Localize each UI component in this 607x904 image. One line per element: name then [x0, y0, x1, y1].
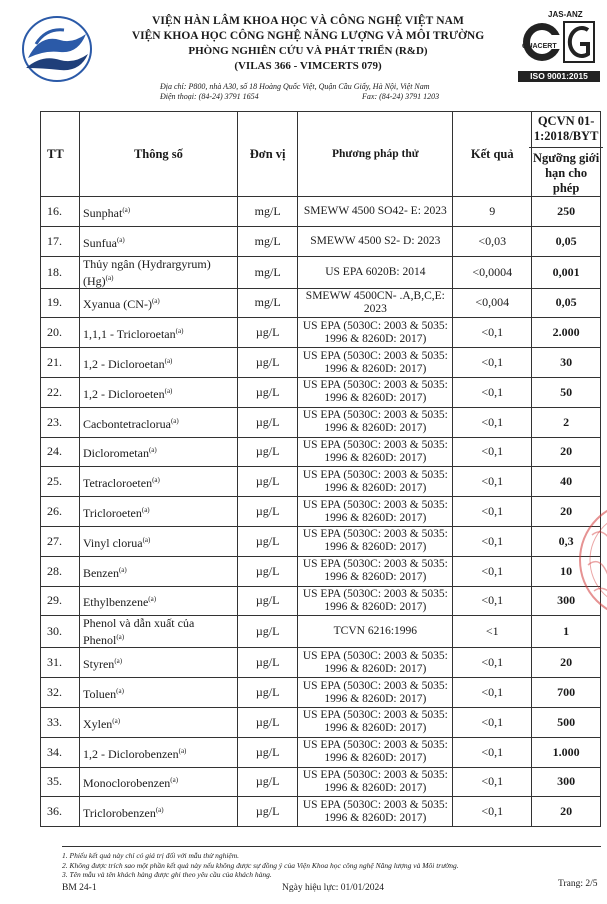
row-tt: 23.: [41, 407, 80, 437]
table-row: [41, 497, 601, 527]
row-method: US EPA (5030C: 2003 & 5035: 1996 & 8260D: 2017): [298, 737, 453, 767]
row-limit: 2.000: [532, 318, 601, 348]
parameter-name: Tetracloroeten: [82, 476, 153, 491]
table-row: [41, 707, 601, 737]
accreditation-mark: (a): [148, 595, 157, 604]
row-parameter: [79, 197, 237, 227]
row-result: <0,1: [453, 348, 532, 378]
row-method: US EPA (5030C: 2003 & 5035: 1996 & 8260D: 2017): [298, 407, 453, 437]
table-row: [41, 407, 601, 437]
note-3: 3. Tên mẫu và tên khách hàng được ghi theo yêu cầu của khách hàng.: [62, 870, 272, 879]
accreditation-mark: (a): [164, 386, 173, 395]
table-header-row: [41, 112, 601, 197]
row-result: 9: [453, 197, 532, 227]
row-method: US EPA (5030C: 2003 & 5035: 1996 & 8260D: 2017): [298, 586, 453, 616]
row-tt: 31.: [41, 648, 80, 678]
parameter-name: Ethylbenzene: [82, 595, 149, 610]
row-limit: 30: [532, 348, 601, 378]
accreditation-mark: (a): [141, 506, 150, 515]
table-row: [41, 318, 601, 348]
parameter-name: Monoclorobenzen: [82, 776, 171, 791]
row-limit: 500: [532, 707, 601, 737]
row-tt: 30.: [41, 616, 80, 648]
row-parameter: [79, 526, 237, 556]
row-unit: µg/L: [237, 737, 298, 767]
row-result: <1: [453, 616, 532, 648]
row-tt: 29.: [41, 586, 80, 616]
parameter-name: Sunfua: [82, 235, 117, 250]
page-number: Trang: 2/5: [558, 879, 598, 889]
row-unit: µg/L: [237, 707, 298, 737]
row-tt: 35.: [41, 767, 80, 797]
row-result: <0,1: [453, 318, 532, 348]
row-tt: 24.: [41, 437, 80, 467]
accreditation-mark: (a): [142, 535, 151, 544]
row-result: <0,1: [453, 497, 532, 527]
parameter-name: Styren: [82, 657, 115, 672]
row-unit: µg/L: [237, 648, 298, 678]
header-method: Phương pháp thử: [298, 112, 453, 197]
accreditation-mark: (a): [151, 297, 160, 306]
row-method: US EPA (5030C: 2003 & 5035: 1996 & 8260D: 2017): [298, 318, 453, 348]
table-row: [41, 288, 601, 318]
institute-name: VIỆN KHOA HỌC CÔNG NGHỆ NĂNG LƯỢNG VÀ MÔI TRƯỜNG: [131, 30, 485, 42]
parameter-name: Thủy ngân (Hydrargyrum) (Hg): [82, 256, 211, 288]
row-parameter: [79, 467, 237, 497]
table-row: [41, 556, 601, 586]
accreditation-mark: (a): [155, 806, 164, 815]
parameter-name: Triclorobenzen: [82, 806, 156, 821]
row-tt: 20.: [41, 318, 80, 348]
parameter-name: 1,2 - Diclorobenzen: [82, 746, 179, 761]
row-limit: 300: [532, 767, 601, 797]
row-limit: 20: [532, 797, 601, 827]
row-limit: 20: [532, 648, 601, 678]
row-parameter: [79, 407, 237, 437]
row-limit: 1: [532, 616, 601, 648]
fax: Fax: (84-24) 3791 1203: [362, 92, 440, 101]
row-method: US EPA (5030C: 2003 & 5035: 1996 & 8260D: 2017): [298, 467, 453, 497]
row-unit: µg/L: [237, 407, 298, 437]
parameter-name: Cacbontetraclorua: [82, 416, 171, 431]
quacert-text: QUACERT: [522, 43, 557, 50]
parameter-name: Xylen: [82, 716, 113, 731]
row-tt: 21.: [41, 348, 80, 378]
table-row: [41, 437, 601, 467]
row-parameter: [79, 648, 237, 678]
address: Địa chỉ: P800, nhà A30, số 18 Hoàng Quốc Việt, Quận Cầu Giấy, Hà Nội, Việt Nam: [160, 82, 430, 91]
parameter-name: Vinyl clorua: [82, 535, 143, 550]
row-method: SMEWW 4500 S2- D: 2023: [298, 226, 453, 256]
note-1: 1. Phiếu kết quả này chỉ có giá trị đối với mẫu thử nghiệm.: [62, 851, 240, 860]
iso-badge: ISO 9001:2015: [518, 71, 600, 82]
parameter-name: Phenol và dẫn xuất của Phenol: [82, 616, 195, 648]
row-unit: µg/L: [237, 526, 298, 556]
phone: Điện thoại: (84-24) 3791 1654: [160, 92, 259, 101]
footer-notes: [62, 851, 459, 880]
row-tt: 36.: [41, 797, 80, 827]
note-2: 2. Không được trích sao một phần kết quả này nếu không được sự đồng ý của Viện Khoa học công nghệ Năng lượng và Môi trường.: [62, 860, 459, 870]
row-result: <0,1: [453, 526, 532, 556]
row-limit: 0,3: [532, 526, 601, 556]
row-result: <0,1: [453, 737, 532, 767]
row-unit: µg/L: [237, 467, 298, 497]
row-parameter: [79, 707, 237, 737]
row-result: <0,004: [453, 288, 532, 318]
row-unit: µg/L: [237, 797, 298, 827]
accreditation-mark: (a): [170, 416, 179, 425]
table-row: [41, 797, 601, 827]
row-limit: 0,05: [532, 226, 601, 256]
qcvn-code: QCVN 01-1:2018/BYT: [529, 112, 603, 148]
row-limit: 10: [532, 556, 601, 586]
row-method: TCVN 6216:1996: [298, 616, 453, 648]
accreditation-mark: (a): [122, 205, 131, 214]
row-parameter: [79, 678, 237, 708]
row-result: <0,1: [453, 556, 532, 586]
table-row: [41, 197, 601, 227]
parameter-name: Benzen: [82, 565, 119, 580]
row-method: US EPA (5030C: 2003 & 5035: 1996 & 8260D: 2017): [298, 797, 453, 827]
row-unit: µg/L: [237, 767, 298, 797]
row-unit: µg/L: [237, 348, 298, 378]
row-limit: 1.000: [532, 737, 601, 767]
row-result: <0,1: [453, 586, 532, 616]
table-row: [41, 348, 601, 378]
row-limit: 250: [532, 197, 601, 227]
row-method: US EPA (5030C: 2003 & 5035: 1996 & 8260D: 2017): [298, 678, 453, 708]
table-row: [41, 737, 601, 767]
parameter-name: 1,1,1 - Tricloroetan: [82, 327, 176, 342]
parameter-name: Diclorometan: [82, 446, 149, 461]
table-row: [41, 648, 601, 678]
form-code: BM 24-1: [62, 883, 97, 893]
table-row: [41, 616, 601, 648]
row-method: US EPA (5030C: 2003 & 5035: 1996 & 8260D: 2017): [298, 497, 453, 527]
academy-name: VIỆN HÀN LÂM KHOA HỌC VÀ CÔNG NGHỆ VIỆT NAM: [152, 15, 464, 27]
footer-divider: [62, 846, 601, 847]
row-parameter: [79, 767, 237, 797]
table-row: [41, 586, 601, 616]
row-result: <0,1: [453, 678, 532, 708]
row-unit: mg/L: [237, 226, 298, 256]
row-parameter: [79, 348, 237, 378]
row-parameter: [79, 556, 237, 586]
row-result: <0,1: [453, 767, 532, 797]
row-tt: 27.: [41, 526, 80, 556]
row-method: US EPA (5030C: 2003 & 5035: 1996 & 8260D: 2017): [298, 767, 453, 797]
row-parameter: [79, 797, 237, 827]
parameter-name: Sunphat: [82, 205, 123, 220]
row-unit: µg/L: [237, 556, 298, 586]
header-tt: TT: [41, 112, 80, 197]
letterhead: [96, 14, 520, 74]
accreditation-mark: (a): [114, 657, 123, 666]
row-parameter: [79, 226, 237, 256]
accreditation-mark: (a): [164, 357, 173, 366]
row-unit: µg/L: [237, 497, 298, 527]
row-tt: 18.: [41, 256, 80, 288]
department-name: PHÒNG NGHIÊN CỨU VÀ PHÁT TRIỂN (R&D): [188, 45, 428, 57]
table-row: [41, 226, 601, 256]
effective-date: Ngày hiệu lực: 01/01/2024: [282, 883, 384, 893]
institute-logo: [20, 14, 94, 84]
row-parameter: [79, 497, 237, 527]
row-unit: µg/L: [237, 377, 298, 407]
row-method: US EPA (5030C: 2003 & 5035: 1996 & 8260D: 2017): [298, 648, 453, 678]
row-tt: 28.: [41, 556, 80, 586]
accreditation-mark: (a): [152, 476, 160, 485]
results-table: [40, 111, 601, 827]
accreditation-mark: (a): [118, 565, 127, 574]
table-row: [41, 767, 601, 797]
header-unit: Đơn vị: [237, 112, 298, 197]
row-result: <0,1: [453, 467, 532, 497]
row-method: US EPA (5030C: 2003 & 5035: 1996 & 8260D: 2017): [298, 707, 453, 737]
row-method: US EPA (5030C: 2003 & 5035: 1996 & 8260D: 2017): [298, 526, 453, 556]
accreditation-mark: (a): [116, 235, 125, 244]
row-tt: 33.: [41, 707, 80, 737]
table-body: [41, 197, 601, 827]
row-unit: mg/L: [237, 197, 298, 227]
row-result: <0,03: [453, 226, 532, 256]
header-result: Kết quả: [453, 112, 532, 197]
row-method: US EPA (5030C: 2003 & 5035: 1996 & 8260D: 2017): [298, 348, 453, 378]
row-unit: µg/L: [237, 678, 298, 708]
row-result: <0,1: [453, 648, 532, 678]
accreditation-codes: (VILAS 366 - VIMCERTS 079): [234, 60, 382, 72]
row-limit: 0,05: [532, 288, 601, 318]
parameter-name: Xyanua (CN-): [82, 297, 152, 312]
parameter-name: 1,2 - Dicloroetan: [82, 357, 165, 372]
row-parameter: [79, 437, 237, 467]
row-unit: µg/L: [237, 616, 298, 648]
accreditation-mark: (a): [112, 716, 121, 725]
row-tt: 34.: [41, 737, 80, 767]
row-parameter: [79, 288, 237, 318]
row-tt: 26.: [41, 497, 80, 527]
parameter-name: Tricloroeten: [82, 506, 142, 521]
row-tt: 25.: [41, 467, 80, 497]
row-result: <0,0004: [453, 256, 532, 288]
row-result: <0,1: [453, 797, 532, 827]
row-limit: 700: [532, 678, 601, 708]
table-row: [41, 256, 601, 288]
row-parameter: [79, 256, 237, 288]
row-parameter: [79, 616, 237, 648]
row-limit: 300: [532, 586, 601, 616]
accreditation-mark: (a): [178, 746, 187, 755]
row-unit: mg/L: [237, 288, 298, 318]
row-parameter: [79, 737, 237, 767]
stamp-seal: [574, 495, 607, 625]
row-method: SMEWW 4500 SO42- E: 2023: [298, 197, 453, 227]
row-unit: µg/L: [237, 437, 298, 467]
table-row: [41, 526, 601, 556]
parameter-name: 1,2 - Dicloroeten: [82, 386, 165, 401]
accreditation-mark: (a): [148, 446, 157, 455]
accreditation-mark: (a): [175, 327, 184, 336]
accreditation-mark: (a): [170, 776, 179, 785]
header-parameter: Thông số: [79, 112, 237, 197]
row-limit: 20: [532, 437, 601, 467]
row-method: SMEWW 4500CN- .A,B,C,E: 2023: [298, 288, 453, 318]
row-method: US EPA (5030C: 2003 & 5035: 1996 & 8260D: 2017): [298, 377, 453, 407]
table-row: [41, 678, 601, 708]
parameter-name: Toluen: [82, 687, 117, 702]
row-parameter: [79, 586, 237, 616]
row-result: <0,1: [453, 377, 532, 407]
row-unit: µg/L: [237, 586, 298, 616]
row-limit: 0,001: [532, 256, 601, 288]
contact-info: [160, 82, 440, 102]
row-result: <0,1: [453, 437, 532, 467]
row-limit: 50: [532, 377, 601, 407]
accreditation-mark: (a): [105, 273, 114, 282]
row-method: US EPA 6020B: 2014: [298, 256, 453, 288]
row-parameter: [79, 377, 237, 407]
row-tt: 32.: [41, 678, 80, 708]
table-row: [41, 467, 601, 497]
table-row: [41, 377, 601, 407]
row-tt: 19.: [41, 288, 80, 318]
row-limit: 2: [532, 407, 601, 437]
row-tt: 16.: [41, 197, 80, 227]
row-result: <0,1: [453, 707, 532, 737]
row-limit: 20: [532, 497, 601, 527]
qcvn-threshold-label: Ngưỡng giới hạn cho phép: [533, 151, 600, 195]
row-tt: 22.: [41, 377, 80, 407]
row-method: US EPA (5030C: 2003 & 5035: 1996 & 8260D: 2017): [298, 556, 453, 586]
row-unit: mg/L: [237, 256, 298, 288]
accreditation-mark: (a): [116, 633, 125, 642]
accreditation-mark: (a): [116, 687, 124, 696]
row-tt: 17.: [41, 226, 80, 256]
row-limit: 40: [532, 467, 601, 497]
row-unit: µg/L: [237, 318, 298, 348]
row-result: <0,1: [453, 407, 532, 437]
header-qcvn: [532, 112, 601, 197]
jas-anz-label: JAS-ANZ: [548, 10, 583, 19]
row-method: US EPA (5030C: 2003 & 5035: 1996 & 8260D: 2017): [298, 437, 453, 467]
row-parameter: [79, 318, 237, 348]
